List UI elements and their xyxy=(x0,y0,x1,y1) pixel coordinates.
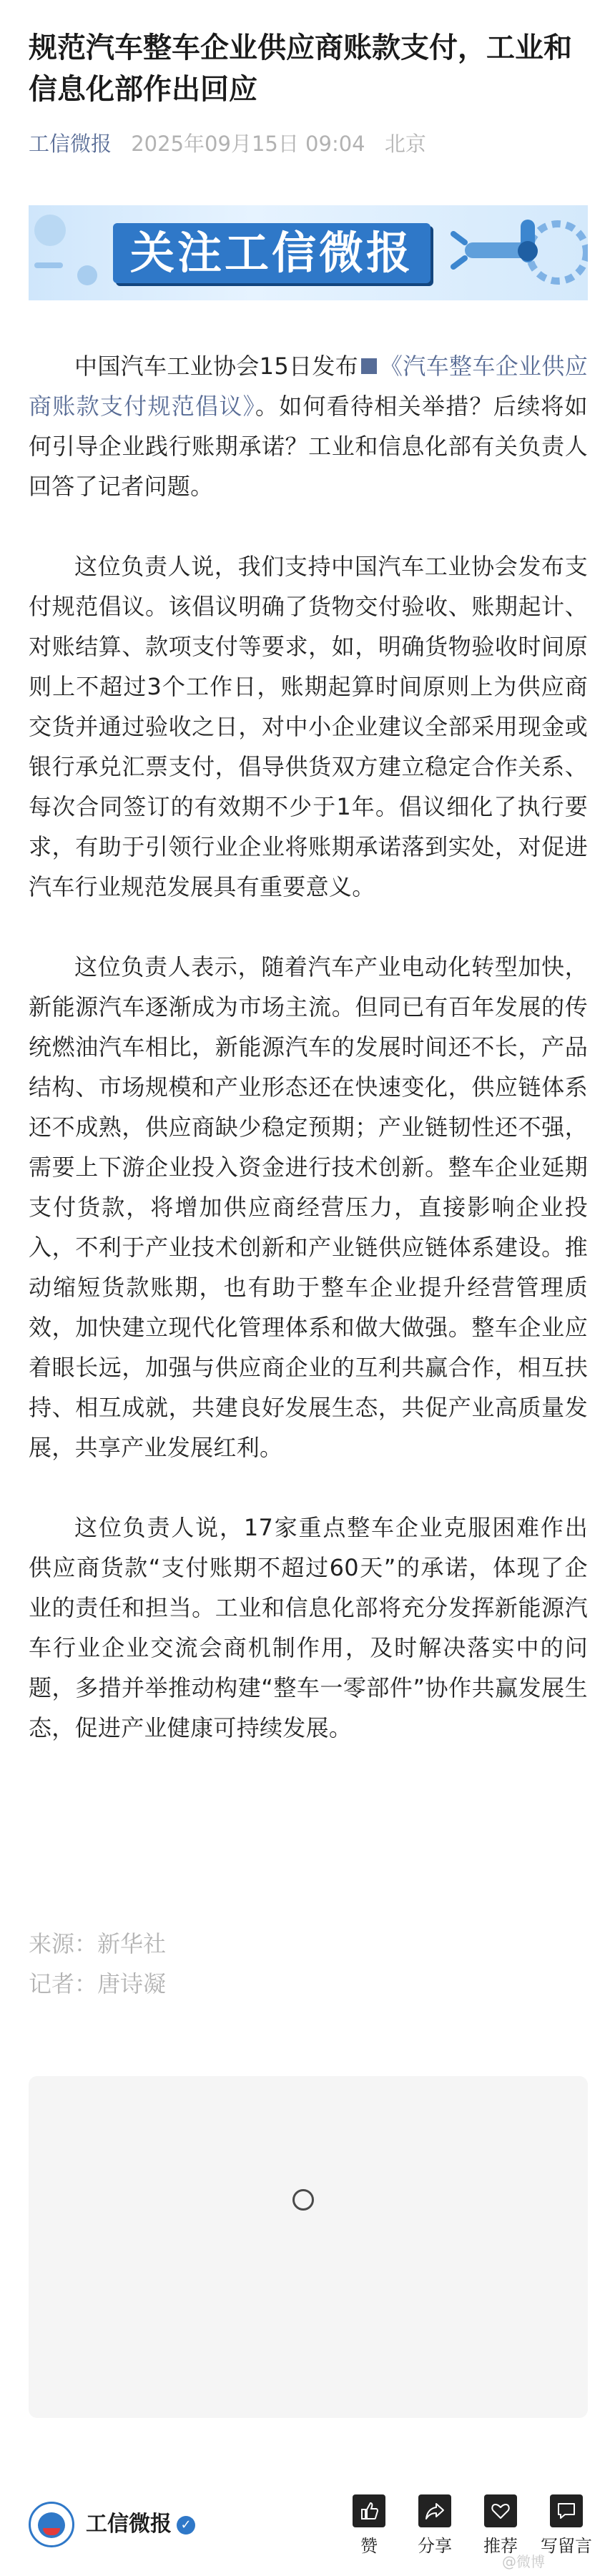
body-paragraph: 这位负责人说，17家重点整车企业克服困难作出供应商货款“支付账期不超过60天”的承诺，体现了企业的责任和担当。工业和信息化部将充分发挥新能源汽车行业企业交流会商机制作用，及时解决落实中的问题，多措并举推动构建“整车一零部件”协作共赢发展生态，促进产业健康可持续发展。 xyxy=(29,1514,588,1741)
proposal-link[interactable]: 《汽车整车企业供应商账款支付规范倡议》 xyxy=(29,353,589,420)
account-avatar[interactable] xyxy=(29,2502,74,2547)
like-button[interactable] xyxy=(339,2494,399,2566)
lead-text: 中国汽车工业协会15日发布 xyxy=(74,353,359,380)
reporter-line: 记者：唐诗凝 xyxy=(29,1970,167,1997)
account-link[interactable]: 工信微报 xyxy=(29,132,112,156)
article-body xyxy=(29,346,588,1788)
publish-datetime: 2025年09月15日 09:04 xyxy=(131,132,365,156)
publish-location: 北京 xyxy=(384,132,426,156)
source-line: 来源：新华社 xyxy=(29,1930,167,1957)
comment-button[interactable] xyxy=(536,2494,596,2566)
heart-icon xyxy=(484,2494,517,2527)
article-meta xyxy=(29,131,426,157)
media-placeholder[interactable] xyxy=(29,2076,588,2418)
share-button[interactable] xyxy=(405,2494,465,2566)
comment-icon xyxy=(550,2494,583,2527)
comment-label: 写留言 xyxy=(541,2536,592,2556)
loading-spinner-icon xyxy=(292,2189,314,2211)
lead-paragraph xyxy=(29,346,588,506)
share-icon xyxy=(418,2494,451,2527)
share-label: 分享 xyxy=(418,2536,452,2556)
robot-arm-icon xyxy=(451,205,588,300)
body-paragraph: 这位负责人说，我们支持中国汽车工业协会发布支付规范倡议。该倡议明确了货物交付验收、账期起计、对账结算、款项支付等要求，如，明确货物验收时间原则上不超过3个工作日，账期起算时间原则上为供应商交货并通过验收之日，对中小企业建议全部采用现金或银行承兑汇票支付，倡导供货双方建立稳定合作关系、每次合同签订的有效期不少于1年。倡议细化了执行要求，有助于引领行业企业将账期承诺落到实处，对促进汽车行业规范发展具有重要意义。 xyxy=(29,553,588,900)
verified-badge-icon: ✓ xyxy=(177,2516,195,2535)
recommend-label: 推荐 xyxy=(483,2536,518,2556)
watermark: @微博 xyxy=(502,2553,545,2570)
link-marker-icon xyxy=(361,358,377,374)
article-credits xyxy=(29,1924,588,2004)
banner-title: 关注工信微报 xyxy=(113,223,431,283)
lead-text-continued: 。如何看待相关举措？后续将如何引导企业践行账期承诺？工业和信息化部有关负责人回答了记者问题。 xyxy=(29,393,588,500)
thumbs-up-icon xyxy=(353,2494,385,2527)
follow-banner[interactable] xyxy=(29,205,588,300)
body-paragraph: 这位负责人表示，随着汽车产业电动化转型加快，新能源汽车逐渐成为市场主流。但同已有百年发展的传统燃油汽车相比，新能源汽车的发展时间还不长，产品结构、市场规模和产业形态还在快速变化，供应链体系还不成熟，供应商缺少稳定预期；产业链韧性还不强，需要上下游企业投入资金进行技术创新。整车企业延期支付货款，将增加供应商经营压力，直接影响企业投入，不利于产业技术创新和产业链供应链体系建设。推动缩短货款账期，也有助于整车企业提升经营管理质效，加快建立现代化管理体系和做大做强。整车企业应着眼长远，加强与供应商企业的互利共赢合作，相互扶持、相互成就，共建良好发展生态，共促产业高质量发展，共享产业发展红利。 xyxy=(29,953,588,1461)
banner-decoration-left xyxy=(29,205,114,300)
bottom-action-bar xyxy=(0,2482,615,2576)
article-title: 规范汽车整车企业供应商账款支付，工业和信息化部作出回应 xyxy=(29,31,572,106)
like-label: 赞 xyxy=(360,2536,378,2556)
account-name[interactable]: 工信微报 xyxy=(86,2512,172,2537)
